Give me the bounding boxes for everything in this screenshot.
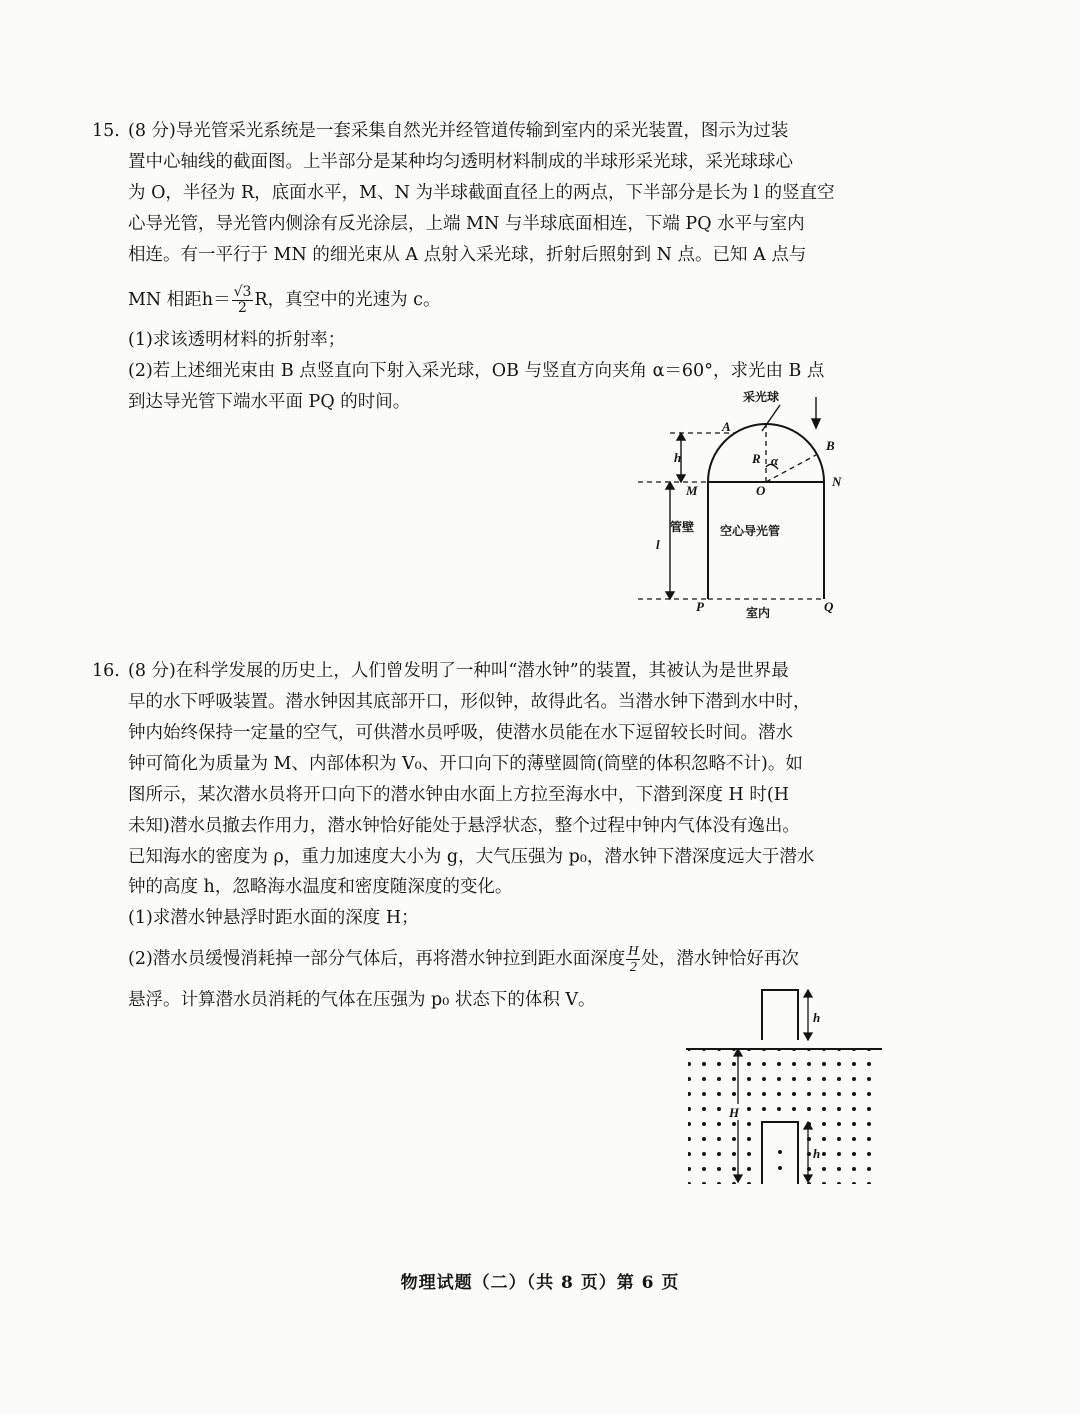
label-h-top: h [813, 1010, 821, 1025]
label-ball: 采光球 [743, 390, 780, 404]
label-P: P [696, 599, 704, 614]
label-h: h [674, 450, 682, 465]
label-A: A [722, 419, 731, 434]
q15-line-1: (8 分)导光管采光系统是一套采集自然光并经管道传输到室内的采光装置，图示为过装 [128, 121, 789, 141]
q15-line6-pre: MN 相距h＝ [128, 290, 231, 310]
q16-line-2: 早的水下呼吸装置。潜水钟因其底部开口，形似钟，故得此名。当潜水钟下潜到水中时， [128, 692, 811, 712]
q15-sub1: (1)求该透明材料的折射率； [128, 330, 346, 350]
q16-frac-num: H [628, 944, 639, 959]
q15-line-3: 为 O，半径为 R，底面水平，M、N 为半球截面直径上的两点，下半部分是长为 l 的竖直空 [128, 183, 835, 203]
label-R: R [752, 451, 761, 466]
q16-sub2-pre: (2)潜水员缓慢消耗掉一部分气体后，再将潜水钟拉到距水面深度 [128, 949, 626, 969]
label-O: O [756, 483, 766, 498]
q15-sub2-line-1: (2)若上述细光束由 B 点竖直向下射入采光球，OB 与竖直方向夹角 α＝60°，求光由 B 点 [128, 361, 825, 381]
label-h-bottom: h [813, 1146, 821, 1161]
q15-frac-num: √3 [233, 284, 252, 300]
q16-figure [682, 982, 887, 1192]
q16-fraction [626, 944, 640, 975]
q15-line-2: 置中心轴线的截面图。上半部分是某种均匀透明材料制成的半球形采光球，采光球球心 [128, 152, 793, 172]
q15-number: 15. [92, 121, 120, 141]
q15-sub2-line-2: 到达导光管下端水平面 PQ 的时间。 [128, 392, 411, 412]
q16-sub1: (1)求潜水钟悬浮时距水面的深度 H； [128, 908, 419, 928]
q16-line-4: 钟可简化为质量为 M、内部体积为 V₀、开口向下的薄壁圆筒(筒壁的体积忽略不计)。如 [128, 754, 803, 774]
label-H: H [729, 1105, 740, 1120]
label-Q: Q [824, 599, 834, 614]
q16-line-5: 图所示，某次潜水员将开口向下的潜水钟由水面上方拉至海水中，下潜到深度 H 时(H [128, 785, 789, 805]
q16-frac-den: 2 [629, 960, 637, 975]
label-pipe: 空心导光管 [720, 524, 781, 538]
q16-line-3: 钟内始终保持一定量的空气，可供潜水员呼吸，使潜水员能在水下逗留较长时间。潜水 [128, 723, 793, 743]
label-M: M [686, 483, 698, 498]
q15-fraction [232, 285, 254, 316]
q15-line-5: 相连。有一平行于 MN 的细光束从 A 点射入采光球，折射后照射到 N 点。已知 A 点与 [128, 245, 807, 265]
label-l: l [656, 537, 660, 552]
label-B: B [826, 438, 835, 453]
q16-line-7: 已知海水的密度为 ρ，重力加速度大小为 g，大气压强为 p₀，潜水钟下潜深度远大于潜水 [128, 847, 815, 867]
q15-line6-post: R，真空中的光速为 c。 [254, 290, 441, 310]
q15-figure [630, 385, 880, 625]
q16-sub2-line-2: 悬浮。计算潜水员消耗的气体在压强为 p₀ 状态下的体积 V。 [128, 990, 596, 1010]
q16-line-6: 未知)潜水员撤去作用力，潜水钟恰好能处于悬浮状态，整个过程中钟内气体没有逸出。 [128, 816, 800, 836]
q16-sub2-post: 处，潜水钟恰好再次 [641, 949, 799, 969]
label-alpha: α [771, 453, 779, 468]
q15-frac-den: 2 [238, 300, 247, 316]
label-wall: 管壁 [670, 520, 695, 534]
q15-line-4: 心导光管，导光管内侧涂有反光涂层，上端 MN 与半球底面相连，下端 PQ 水平与室内 [128, 214, 805, 234]
q16-number: 16. [92, 661, 120, 681]
q16-line-1: (8 分)在科学发展的历史上，人们曾发明了一种叫“潜水钟”的装置，其被认为是世界最 [128, 661, 789, 681]
q16-line-8: 钟的高度 h，忽略海水温度和密度随深度的变化。 [128, 877, 513, 897]
q16-sub2-line-1 [128, 944, 799, 975]
page-footer: 物理试题（二）（共 8 页）第 6 页 [400, 1273, 680, 1293]
label-room: 室内 [746, 606, 771, 620]
q15-line-6 [128, 285, 440, 316]
label-N: N [832, 474, 842, 489]
